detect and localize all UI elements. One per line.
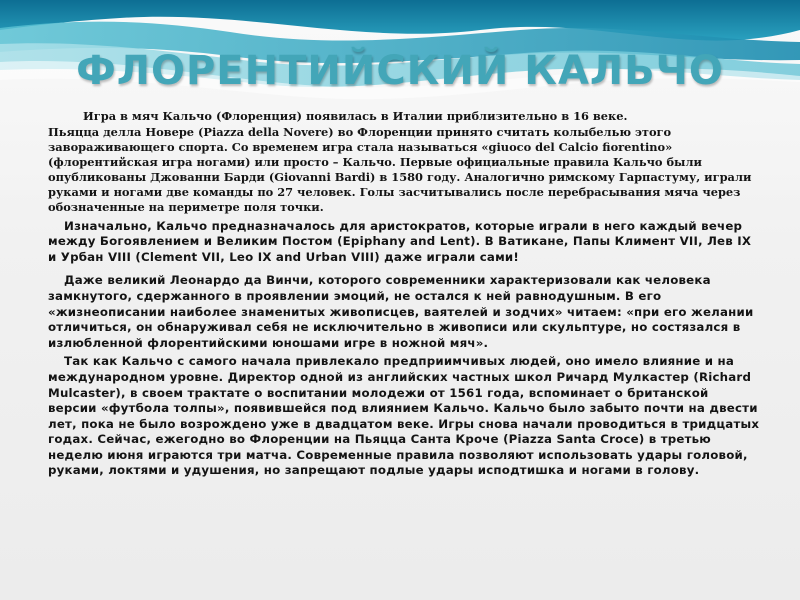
paragraph-2: Пьяцца делла Новере (Piazza della Novere) во Флоренции принято считать колыбелью этого завораживающего спорта. Со временем игра стала называться «giuoco del Calcio fiorentino» (флорентийская игра ногами) или просто – Кальчо. Первые официальные правила Кальчо были опубликованы Джованни Барди (Giovanni Bardi) в 1580 году. Аналогично римскому Гарпастуму, играли руками и ногами две команды по 27 человек. Голы засчитывались после перебрасывания мяча через обозначенные на периметре поля точки. [48, 125, 752, 215]
paragraph-4: Даже великий Леонардо да Винчи, которого современники характеризовали как человека замкнутого, сдержанного в проявлении эмоций, не остался к ней равнодушным. В его «жизнеописании наиболее знаменитых живописцев, ваятелей и зодчих» читаем: «при его желании отличиться, он обнаруживал себя не исключительно в живописи или скульптуре, но состязался в излюбленной флорентийскими юношами игре в ножной мяч». [48, 273, 754, 350]
slide-body [48, 108, 760, 588]
paragraph-5: Так как Кальчо с самого начала привлекало предприимчивых людей, оно имело влияние и на международном уровне. Директор одной из английских частных школ Ричард Мулкастер (Richard Mulcaster), в своем трактате о воспитании молодежи от 1561 года, вспоминает о британской версии «футбола толпы», появившейся под влиянием Кальчо. Кальчо было забыто почти на двести лет, пока не было возрождено уже в двадцатом веке. Игры снова начали проводиться в тридцатых годах. Сейчас, ежегодно во Флоренции на Пьяцца Санта Кроче (Piazza Santa Croce) в третью неделю июня играются три матча. Современные правила позволяют использовать удары головой, руками, локтями и удушения, но запрещают подлые удары исподтишка и ногами в голову. [48, 354, 760, 478]
paragraph-3: Изначально, Кальчо предназначалось для аристократов, которые играли в него каждый вечер между Богоявлением и Великим Постом (Epiphany and Lent). В Ватикане, Папы Климент VII, Лев IX и Урбан VIII (Clement VII, Leo IX and Urban VIII) даже играли сами! [48, 218, 752, 264]
paragraph-1: Игра в мяч Кальчо (Флоренция) появилась в Италии приблизительно в 16 веке. [83, 109, 628, 123]
slide-title: ФЛОРЕНТИЙСКИЙ КАЛЬЧО [76, 48, 724, 94]
